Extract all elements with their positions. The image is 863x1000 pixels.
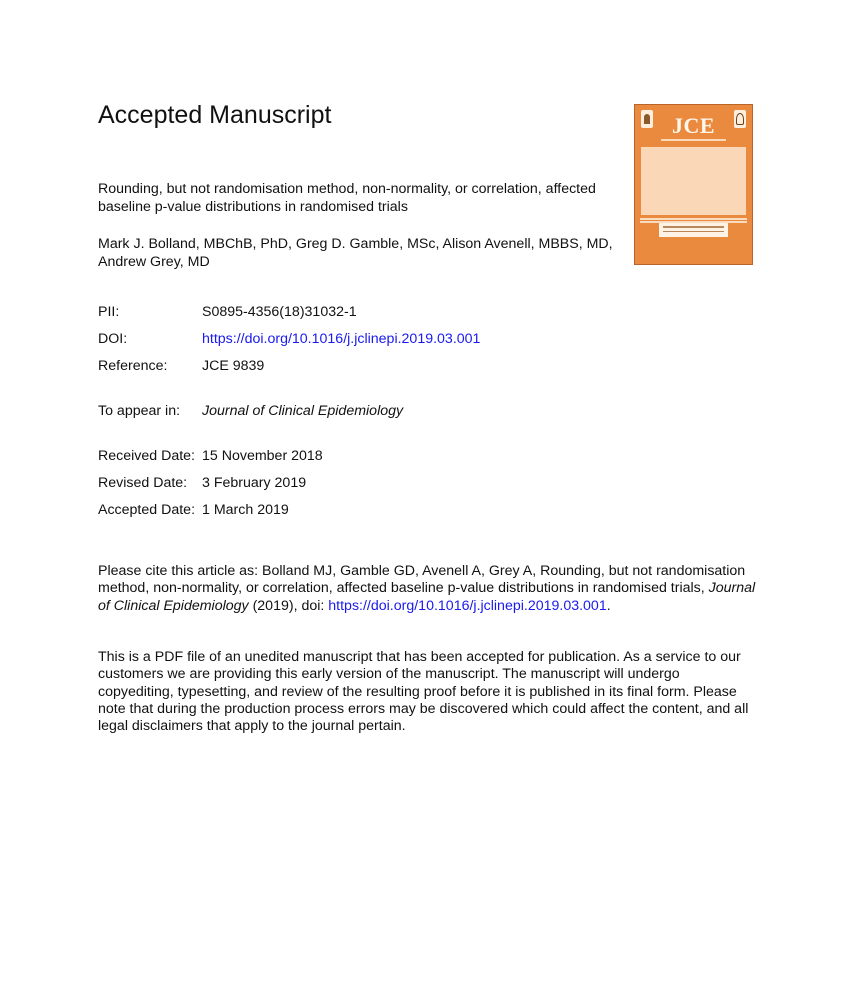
citation-suffix: . [606,597,611,614]
citation-middle: (2019), doi: [248,597,329,614]
pii-row [98,303,357,321]
cover-subline [661,139,726,141]
received-label: Received Date: [98,448,195,464]
citation-paragraph [98,563,758,615]
cover-panel [641,147,746,215]
journal-name: Journal of Clinical Epidemiology [202,403,404,419]
revised-value: 3 February 2019 [202,475,307,491]
cover-fineprint-line [640,218,747,220]
article-authors: Mark J. Bolland, MBChB, PhD, Greg D. Gamble, MSc, Alison Avenell, MBBS, MD, Andrew Grey, MD [98,236,613,270]
appear-row [98,402,403,420]
article-title: Rounding, but not randomisation method, non-normality, or correlation, affected baseline p-value distributions in randomised trials [98,181,596,215]
reference-value: JCE 9839 [202,358,265,374]
received-value: 15 November 2018 [202,448,323,464]
journal-cover-image [634,104,753,265]
revised-label: Revised Date: [98,475,188,491]
received-row [98,447,323,465]
doi-label: DOI: [98,331,128,347]
appear-label: To appear in: [98,403,181,419]
disclaimer-paragraph: This is a PDF file of an unedited manuscript that has been accepted for publication. As a service to our customers we are providing this early version of the manuscript. The manuscript will undergo copyediting, typesetting, and review of the resulting proof before it is published in its final form. Please note that during the production process errors may be discovered which could affect the content, and all legal disclaimers that apply to the journal pertain. [98,649,749,735]
citation-prefix: Please cite this article as: Bolland MJ, Gamble GD, Avenell A, Grey A, Rounding, but not randomisation method, non-normality, or correlation, affected baseline p-value distributions in randomised trials, [98,563,746,597]
page-title: Accepted Manuscript [98,101,332,129]
cover-masthead: JCE [671,113,716,138]
accepted-row [98,501,289,519]
accepted-value: 1 March 2019 [202,502,289,518]
doi-row [98,330,480,348]
cover-bottom-block [659,223,728,237]
reference-label: Reference: [98,358,168,374]
revised-row [98,474,306,492]
accepted-label: Accepted Date: [98,502,196,518]
doi-link[interactable]: https://doi.org/10.1016/j.jclinepi.2019.03.001 [202,331,481,347]
pii-value: S0895-4356(18)31032-1 [202,304,357,320]
pii-label: PII: [98,304,120,320]
citation-journal: Journal of Clinical Epidemiology [98,580,756,614]
reference-row [98,357,264,375]
citation-doi-link[interactable]: https://doi.org/10.1016/j.jclinepi.2019.03.001 [328,597,607,614]
